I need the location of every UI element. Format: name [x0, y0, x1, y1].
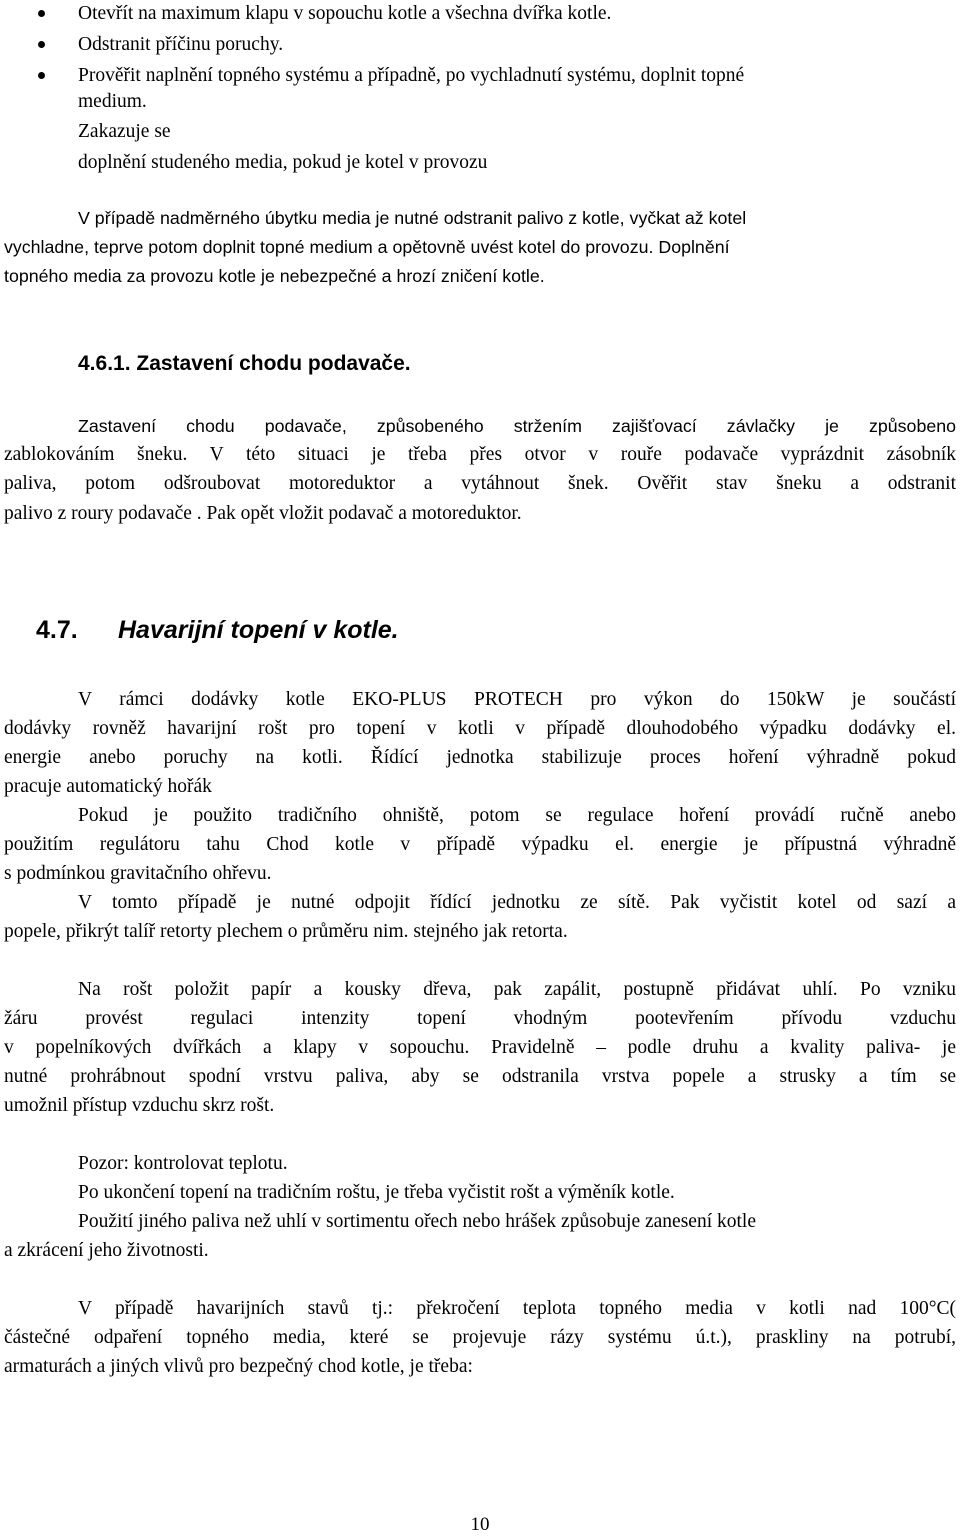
- bullet-item: Prověřit naplnění topného systému a případně, po vychladnutí systému, doplnit topné: [78, 65, 745, 86]
- text-line: žáru provést regulaci intenzity topení vhodným pootevřením přívodu vzduchu: [4, 1008, 956, 1029]
- text-line: dodávky rovněž havarijní rošt pro topení v kotli v případě dlouhodobého výpadku dodávky el.: [4, 718, 956, 739]
- text-line: V případě nadměrného úbytku media je nutné odstranit palivo z kotle, vyčkat až kotel: [78, 208, 747, 228]
- text-line: Na rošt položit papír a kousky dřeva, pak zapálit, postupně přidávat uhlí. Po vzniku: [78, 979, 956, 1000]
- bullet-icon: [38, 10, 45, 17]
- warning-line: Zakazuje se: [78, 121, 171, 142]
- text-line: Použití jiného paliva než uhlí v sortimentu ořech nebo hrášek způsobuje zanesení kotle: [78, 1211, 756, 1232]
- text-line: Zastavení chodu podavače, způsobeného stržením zajišťovací závlačky je způsobeno: [78, 416, 956, 436]
- section-heading-4-6-1: 4.6.1. Zastavení chodu podavače.: [78, 352, 411, 375]
- text-line: vychladne, teprve potom doplnit topné medium a opětovně uvést kotel do provozu. Doplnění: [4, 237, 730, 257]
- text-line: V rámci dodávky kotle EKO-PLUS PROTECH pro výkon do 150kW je součástí: [78, 689, 956, 710]
- text-line: s podmínkou gravitačního ohřevu.: [4, 863, 272, 884]
- section-number: 4.7.: [36, 616, 78, 644]
- text-line: umožnil přístup vzduchu skrz rošt.: [4, 1095, 275, 1116]
- warning-line: doplnění studeného media, pokud je kotel v provozu: [78, 152, 488, 173]
- bullet-icon: [38, 72, 45, 79]
- bullet-icon: [38, 41, 45, 48]
- text-line: palivo z roury podavače . Pak opět vložit podavač a motoreduktor.: [4, 503, 522, 524]
- text-line: topného media za provozu kotle je nebezpečné a hrozí zničení kotle.: [4, 266, 545, 286]
- bullet-continuation: medium.: [78, 91, 147, 112]
- text-line: použitím regulátoru tahu Chod kotle v případě výpadku el. energie je přípustná výhradně: [4, 834, 956, 855]
- section-title: Havarijní topení v kotle.: [118, 616, 399, 644]
- text-line: a zkrácení jeho životnosti.: [4, 1240, 209, 1261]
- text-line: nutné prohrábnout spodní vrstvu paliva, aby se odstranila vrstva popele a strusky a tím se: [4, 1066, 956, 1087]
- text-line: zablokováním šneku. V této situaci je třeba přes otvor v rouře podavače vyprázdnit zásobník: [4, 444, 956, 465]
- text-line: V tomto případě je nutné odpojit řídící jednotku ze sítě. Pak vyčistit kotel od sazí a: [78, 892, 956, 913]
- page-number: 10: [470, 1514, 490, 1535]
- text-line: částečné odpaření topného media, které se projevuje rázy systému ú.t.), praskliny na potrubí,: [4, 1327, 956, 1348]
- text-line: Pozor: kontrolovat teplotu.: [78, 1153, 288, 1174]
- text-line: Pokud je použito tradičního ohniště, potom se regulace hoření provádí ručně anebo: [78, 805, 956, 826]
- text-line: pracuje automatický hořák: [4, 776, 212, 797]
- text-line: paliva, potom odšroubovat motoreduktor a vytáhnout šnek. Ověřit stav šneku a odstranit: [4, 473, 956, 494]
- bullet-item: Odstranit příčinu poruchy.: [78, 34, 284, 55]
- text-line: popele, přikrýt talíř retorty plechem o průměru nim. stejného jak retorta.: [4, 921, 568, 942]
- text-line: energie anebo poruchy na kotli. Řídící jednotka stabilizuje proces hoření výhradně pokud: [4, 747, 956, 768]
- text-line: Po ukončení topení na tradičním roštu, je třeba vyčistit rošt a výměník kotle.: [78, 1182, 675, 1203]
- bullet-item: Otevřít na maximum klapu v sopouchu kotle a všechna dvířka kotle.: [78, 3, 612, 24]
- text-line: V případě havarijních stavů tj.: překročení teplota topného media v kotli nad 100°C(: [78, 1298, 956, 1319]
- section-heading-4-7: [36, 616, 399, 645]
- text-line: armaturách a jiných vlivů pro bezpečný chod kotle, je třeba:: [4, 1356, 473, 1377]
- text-line: v popelníkových dvířkách a klapy v sopouchu. Pravidelně – podle druhu a kvality paliva- je: [4, 1037, 956, 1058]
